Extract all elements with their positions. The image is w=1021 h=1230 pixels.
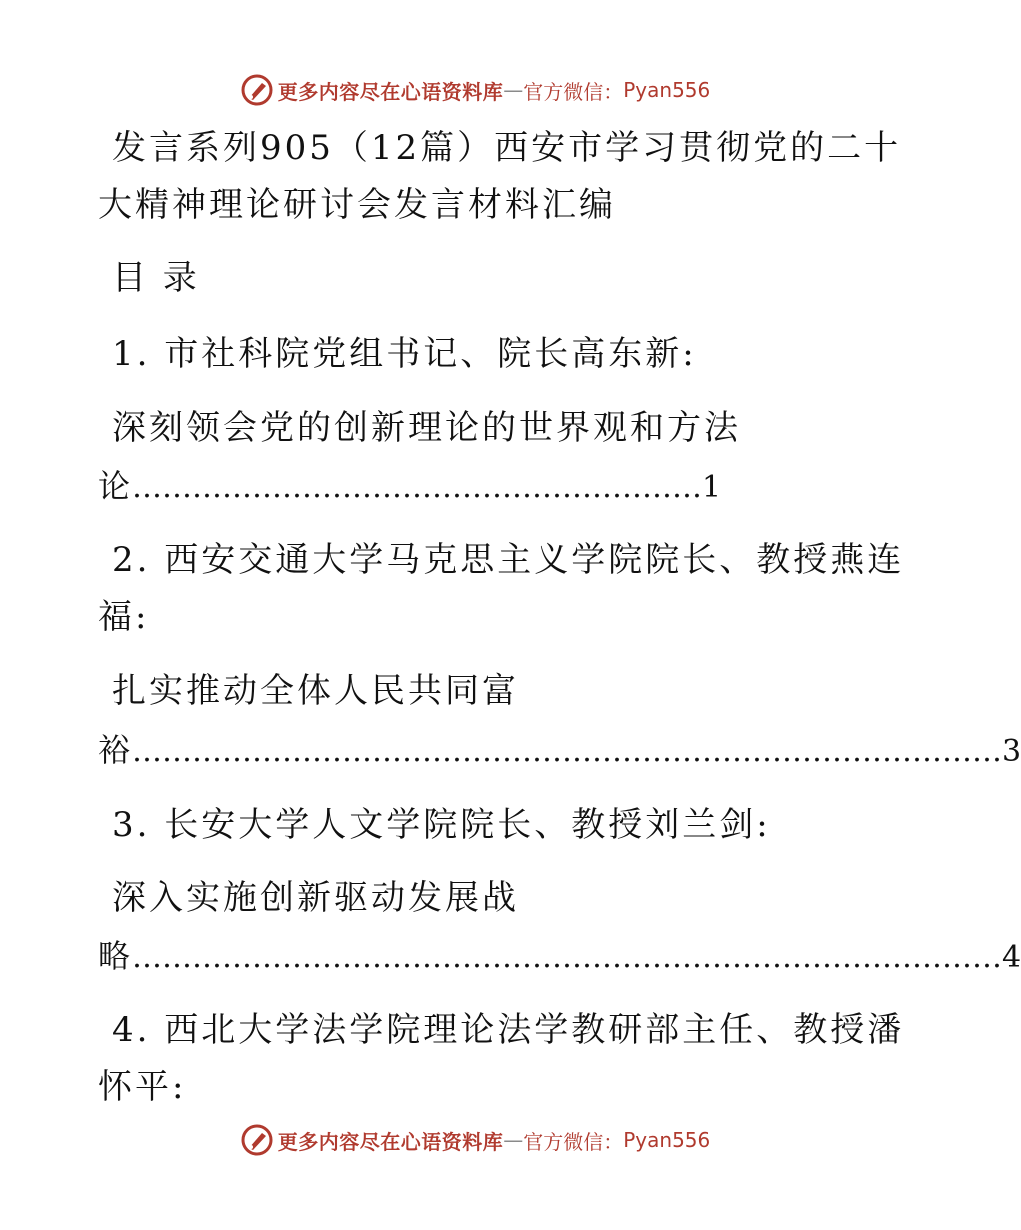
watermark-text: 更多内容尽在心语资料库 xyxy=(277,79,504,104)
watermark-wechat-id: Pyan556 xyxy=(623,78,711,102)
toc-entry-2-tail: 裕 xyxy=(98,731,133,769)
toc-entry-2-leader xyxy=(98,730,1021,770)
toc-entry-1-speaker: 1. 市社科院党组书记、院长高东新: xyxy=(112,334,697,374)
toc-entry-2-title: 扎实推动全体人民共同富 xyxy=(112,671,519,711)
toc-entry-1-leader xyxy=(98,466,838,506)
watermark-text: 更多内容尽在心语资料库 xyxy=(277,1129,504,1154)
toc-entry-4-speaker-line-1: 4. 西北大学法学院理论法学教研部主任、教授潘 xyxy=(112,1010,905,1050)
toc-entry-3-page: 4 xyxy=(1002,940,1021,975)
toc-entry-2-speaker-line-2: 福: xyxy=(98,597,150,637)
toc-entry-3-tail: 略 xyxy=(98,937,133,975)
toc-entry-3-dots: …………………………………………………………………………… xyxy=(132,940,1003,975)
toc-entry-3-leader xyxy=(98,936,1021,976)
watermark-separator: — xyxy=(503,1128,524,1152)
toc-entry-3-speaker: 3. 长安大学人文学院院长、教授刘兰剑: xyxy=(112,805,771,845)
toc-entry-2-dots: …………………………………………………………………………… xyxy=(132,734,1003,769)
toc-entry-1-page: 1 xyxy=(702,470,722,505)
toc-entry-1-dots: ………………………………………………… xyxy=(132,470,703,505)
watermark-wechat-id: Pyan556 xyxy=(623,1128,711,1152)
toc-entry-1-tail: 论 xyxy=(98,467,133,505)
watermark-wechat-label: 官方微信： xyxy=(523,79,624,104)
watermark-banner-bottom xyxy=(0,1120,950,1160)
toc-entry-2-page: 3 xyxy=(1002,734,1021,769)
watermark-wechat-label: 官方微信： xyxy=(523,1129,624,1154)
toc-entry-2-speaker-line-1: 2. 西安交通大学马克思主义学院院长、教授燕连 xyxy=(112,540,905,580)
pen-logo-icon xyxy=(240,1123,274,1157)
toc-entry-3-title: 深入实施创新驱动发展战 xyxy=(112,878,519,918)
toc-heading: 目 录 xyxy=(112,258,200,298)
watermark-separator: — xyxy=(503,78,524,102)
doc-title-line-1: 发言系列905（12篇）西安市学习贯彻党的二十 xyxy=(112,128,902,168)
doc-title-line-2: 大精神理论研讨会发言材料汇编 xyxy=(98,185,616,225)
toc-entry-1-title: 深刻领会党的创新理论的世界观和方法 xyxy=(112,408,741,448)
pen-logo-icon xyxy=(240,73,274,107)
watermark-banner-top xyxy=(0,70,950,110)
toc-entry-4-speaker-line-2: 怀平: xyxy=(98,1067,187,1107)
